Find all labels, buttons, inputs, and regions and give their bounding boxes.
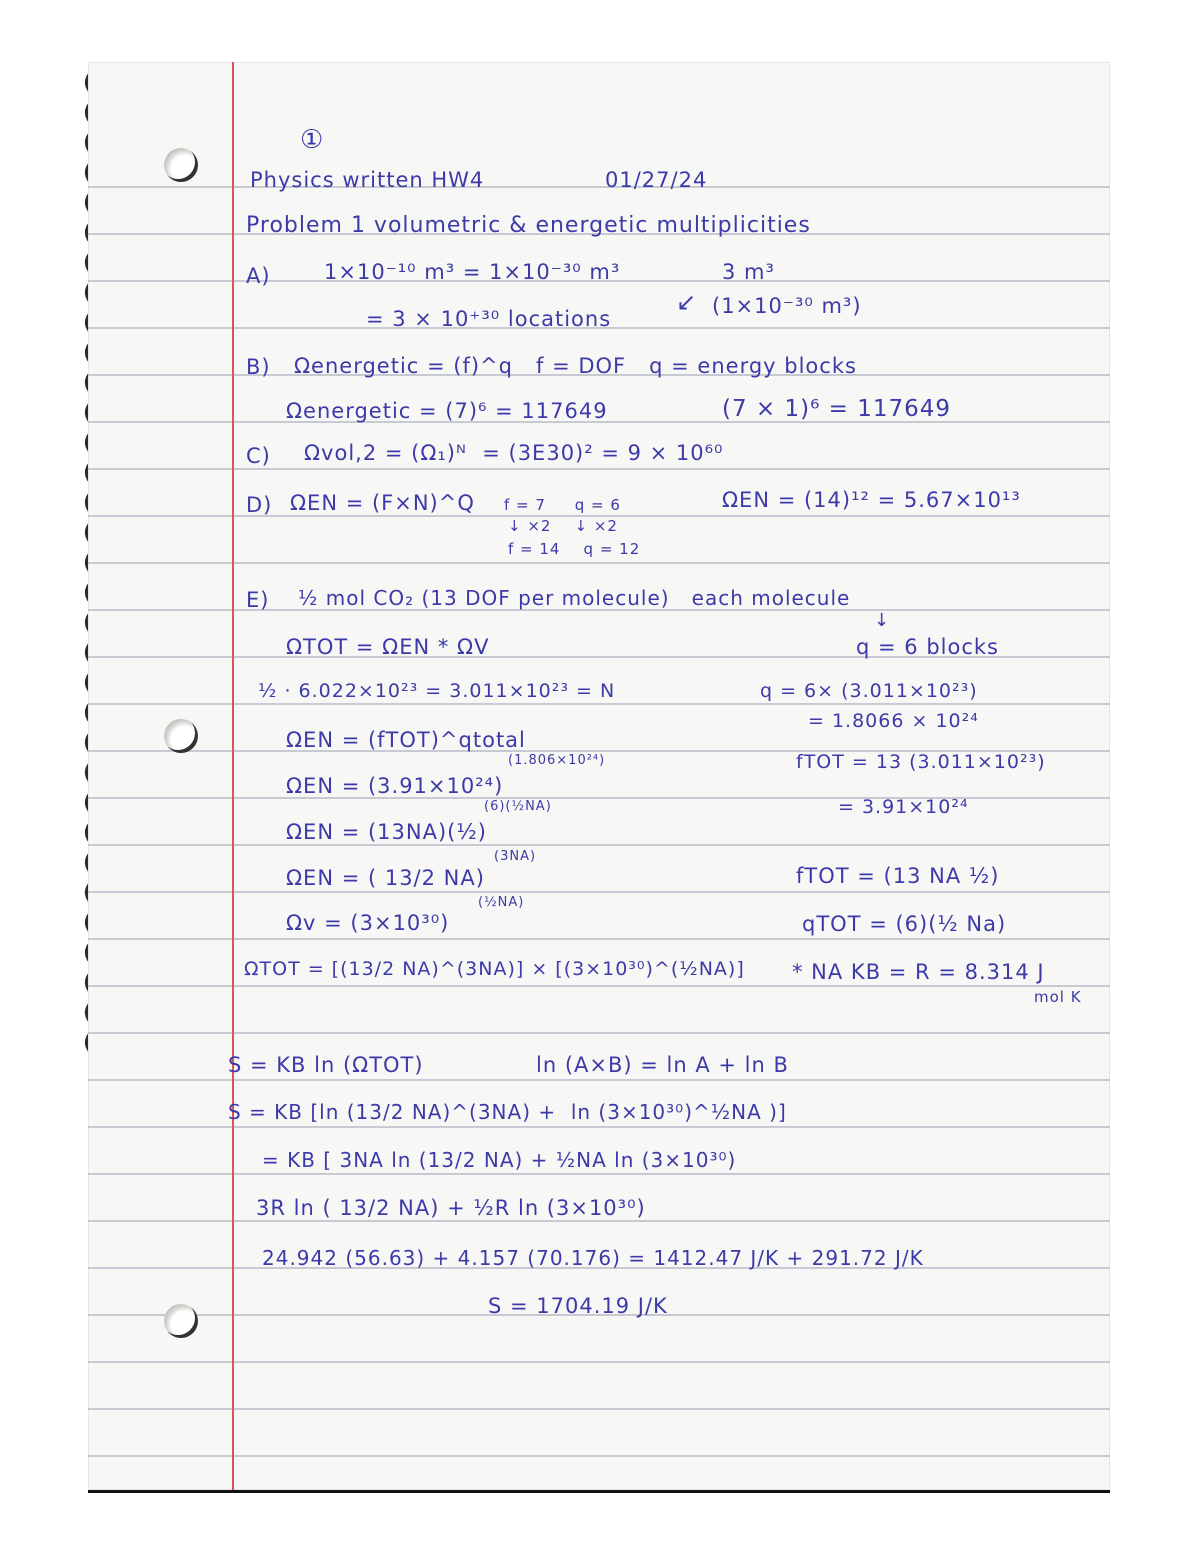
part-e-line-6-exponent: (6)(½NA) xyxy=(484,799,552,814)
part-e-line-5-right: fTOT = 13 (3.011×10²³) xyxy=(796,751,1046,773)
part-e-units: mol K xyxy=(1034,988,1082,1006)
entropy-line-3: = KB [ 3NA ln (13/2 NA) + ½NA ln (3×10³⁰) xyxy=(262,1148,737,1172)
part-e-line-6-right: = 3.91×10²⁴ xyxy=(838,796,969,818)
part-e-line-8: Ωv = (3×10³⁰) xyxy=(286,911,450,935)
part-a-fraction-den: (1×10⁻³⁰ m³) xyxy=(712,294,862,318)
part-a-label: A) xyxy=(246,264,271,288)
part-e-arrow: ↓ xyxy=(874,610,891,631)
part-e-line-5: ΩEN = (3.91×10²⁴) xyxy=(286,774,504,798)
part-e-line-9: ΩTOT = [(13/2 NA)^(3NA)] × [(3×10³⁰)^(½NA)] xyxy=(244,958,745,980)
part-e-line-7-right: fTOT = (13 NA ½) xyxy=(796,864,1000,888)
part-a-line-1: 1×10⁻¹⁰ m³ = 1×10⁻³⁰ m³ xyxy=(324,260,621,284)
part-e-line-7: ΩEN = ( 13/2 NA) xyxy=(286,866,485,890)
punch-hole-top xyxy=(164,148,198,182)
part-d-line-1: ΩEN = (F×N)^Q xyxy=(290,491,475,515)
page-title: Physics written HW4 xyxy=(250,168,485,192)
part-d-arrows: ↓ ×2 ↓ ×2 xyxy=(508,517,618,535)
part-e-line-1: ½ mol CO₂ (13 DOF per molecule) each molecule xyxy=(298,586,851,610)
part-e-label: E) xyxy=(246,588,270,612)
part-a-fraction-num: 3 m³ xyxy=(722,260,775,284)
part-e-line-5-exponent: (1.806×10²⁴) xyxy=(508,753,606,768)
part-e-line-8-right: qTOT = (6)(½ Na) xyxy=(802,912,1007,936)
part-e-line-4-right: = 1.8066 × 10²⁴ xyxy=(808,710,979,732)
page-date: 01/27/24 xyxy=(605,168,708,192)
entropy-line-1: S = KB ln (ΩTOT) xyxy=(228,1053,424,1077)
page-number: ① xyxy=(300,125,325,155)
part-a-arrow: ↙ xyxy=(676,288,698,316)
part-d-label: D) xyxy=(246,493,273,517)
part-e-blocks: q = 6 blocks xyxy=(856,635,999,659)
part-b-line-1: Ωenergetic = (f)^q f = DOF q = energy blocks xyxy=(294,354,857,378)
part-a-line-2: = 3 × 10⁺³⁰ locations xyxy=(366,307,612,331)
part-b-line-2: Ωenergetic = (7)⁶ = 117649 xyxy=(286,399,608,423)
entropy-line-2: S = KB [ln (13/2 NA)^(3NA) + ln (3×10³⁰)^½NA )] xyxy=(228,1100,787,1124)
part-e-line-9-right: * NA KB = R = 8.314 J xyxy=(792,960,1045,984)
part-e-line-3: ½ · 6.022×10²³ = 3.011×10²³ = N xyxy=(258,680,616,702)
part-e-line-3-right: q = 6× (3.011×10²³) xyxy=(760,680,978,702)
part-e-line-4: ΩEN = (fTOT)^qtotal xyxy=(286,728,526,752)
part-d-result: ΩEN = (14)¹² = 5.67×10¹³ xyxy=(722,488,1021,512)
part-c-line-1: Ωvol,2 = (Ω₁)ᴺ = (3E30)² = 9 × 10⁶⁰ xyxy=(304,441,724,465)
entropy-line-5: 24.942 (56.63) + 4.157 (70.176) = 1412.47 J/K + 291.72 J/K xyxy=(262,1246,924,1270)
entropy-line-1-right: ln (A×B) = ln A + ln B xyxy=(536,1053,789,1077)
part-d-f-q: f = 7 q = 6 xyxy=(504,496,621,514)
part-b-label: B) xyxy=(246,355,271,379)
punch-hole-middle xyxy=(164,719,198,753)
part-e-line-7-exponent: (3NA) xyxy=(494,849,537,864)
entropy-result: S = 1704.19 J/K xyxy=(488,1294,668,1318)
entropy-line-4: 3R ln ( 13/2 NA) + ½R ln (3×10³⁰) xyxy=(256,1196,646,1220)
part-c-label: C) xyxy=(246,444,271,468)
problem-title: Problem 1 volumetric & energetic multiplicities xyxy=(246,213,811,238)
part-d-f-q-doubled: f = 14 q = 12 xyxy=(508,540,641,558)
part-e-line-6: ΩEN = (13NA)(½) xyxy=(286,820,487,844)
part-e-line-2: ΩTOT = ΩEN * ΩV xyxy=(286,635,490,659)
part-e-line-8-exponent: (½NA) xyxy=(478,895,525,910)
punch-hole-bottom xyxy=(164,1304,198,1338)
part-b-line-3: (7 × 1)⁶ = 117649 xyxy=(722,396,952,422)
